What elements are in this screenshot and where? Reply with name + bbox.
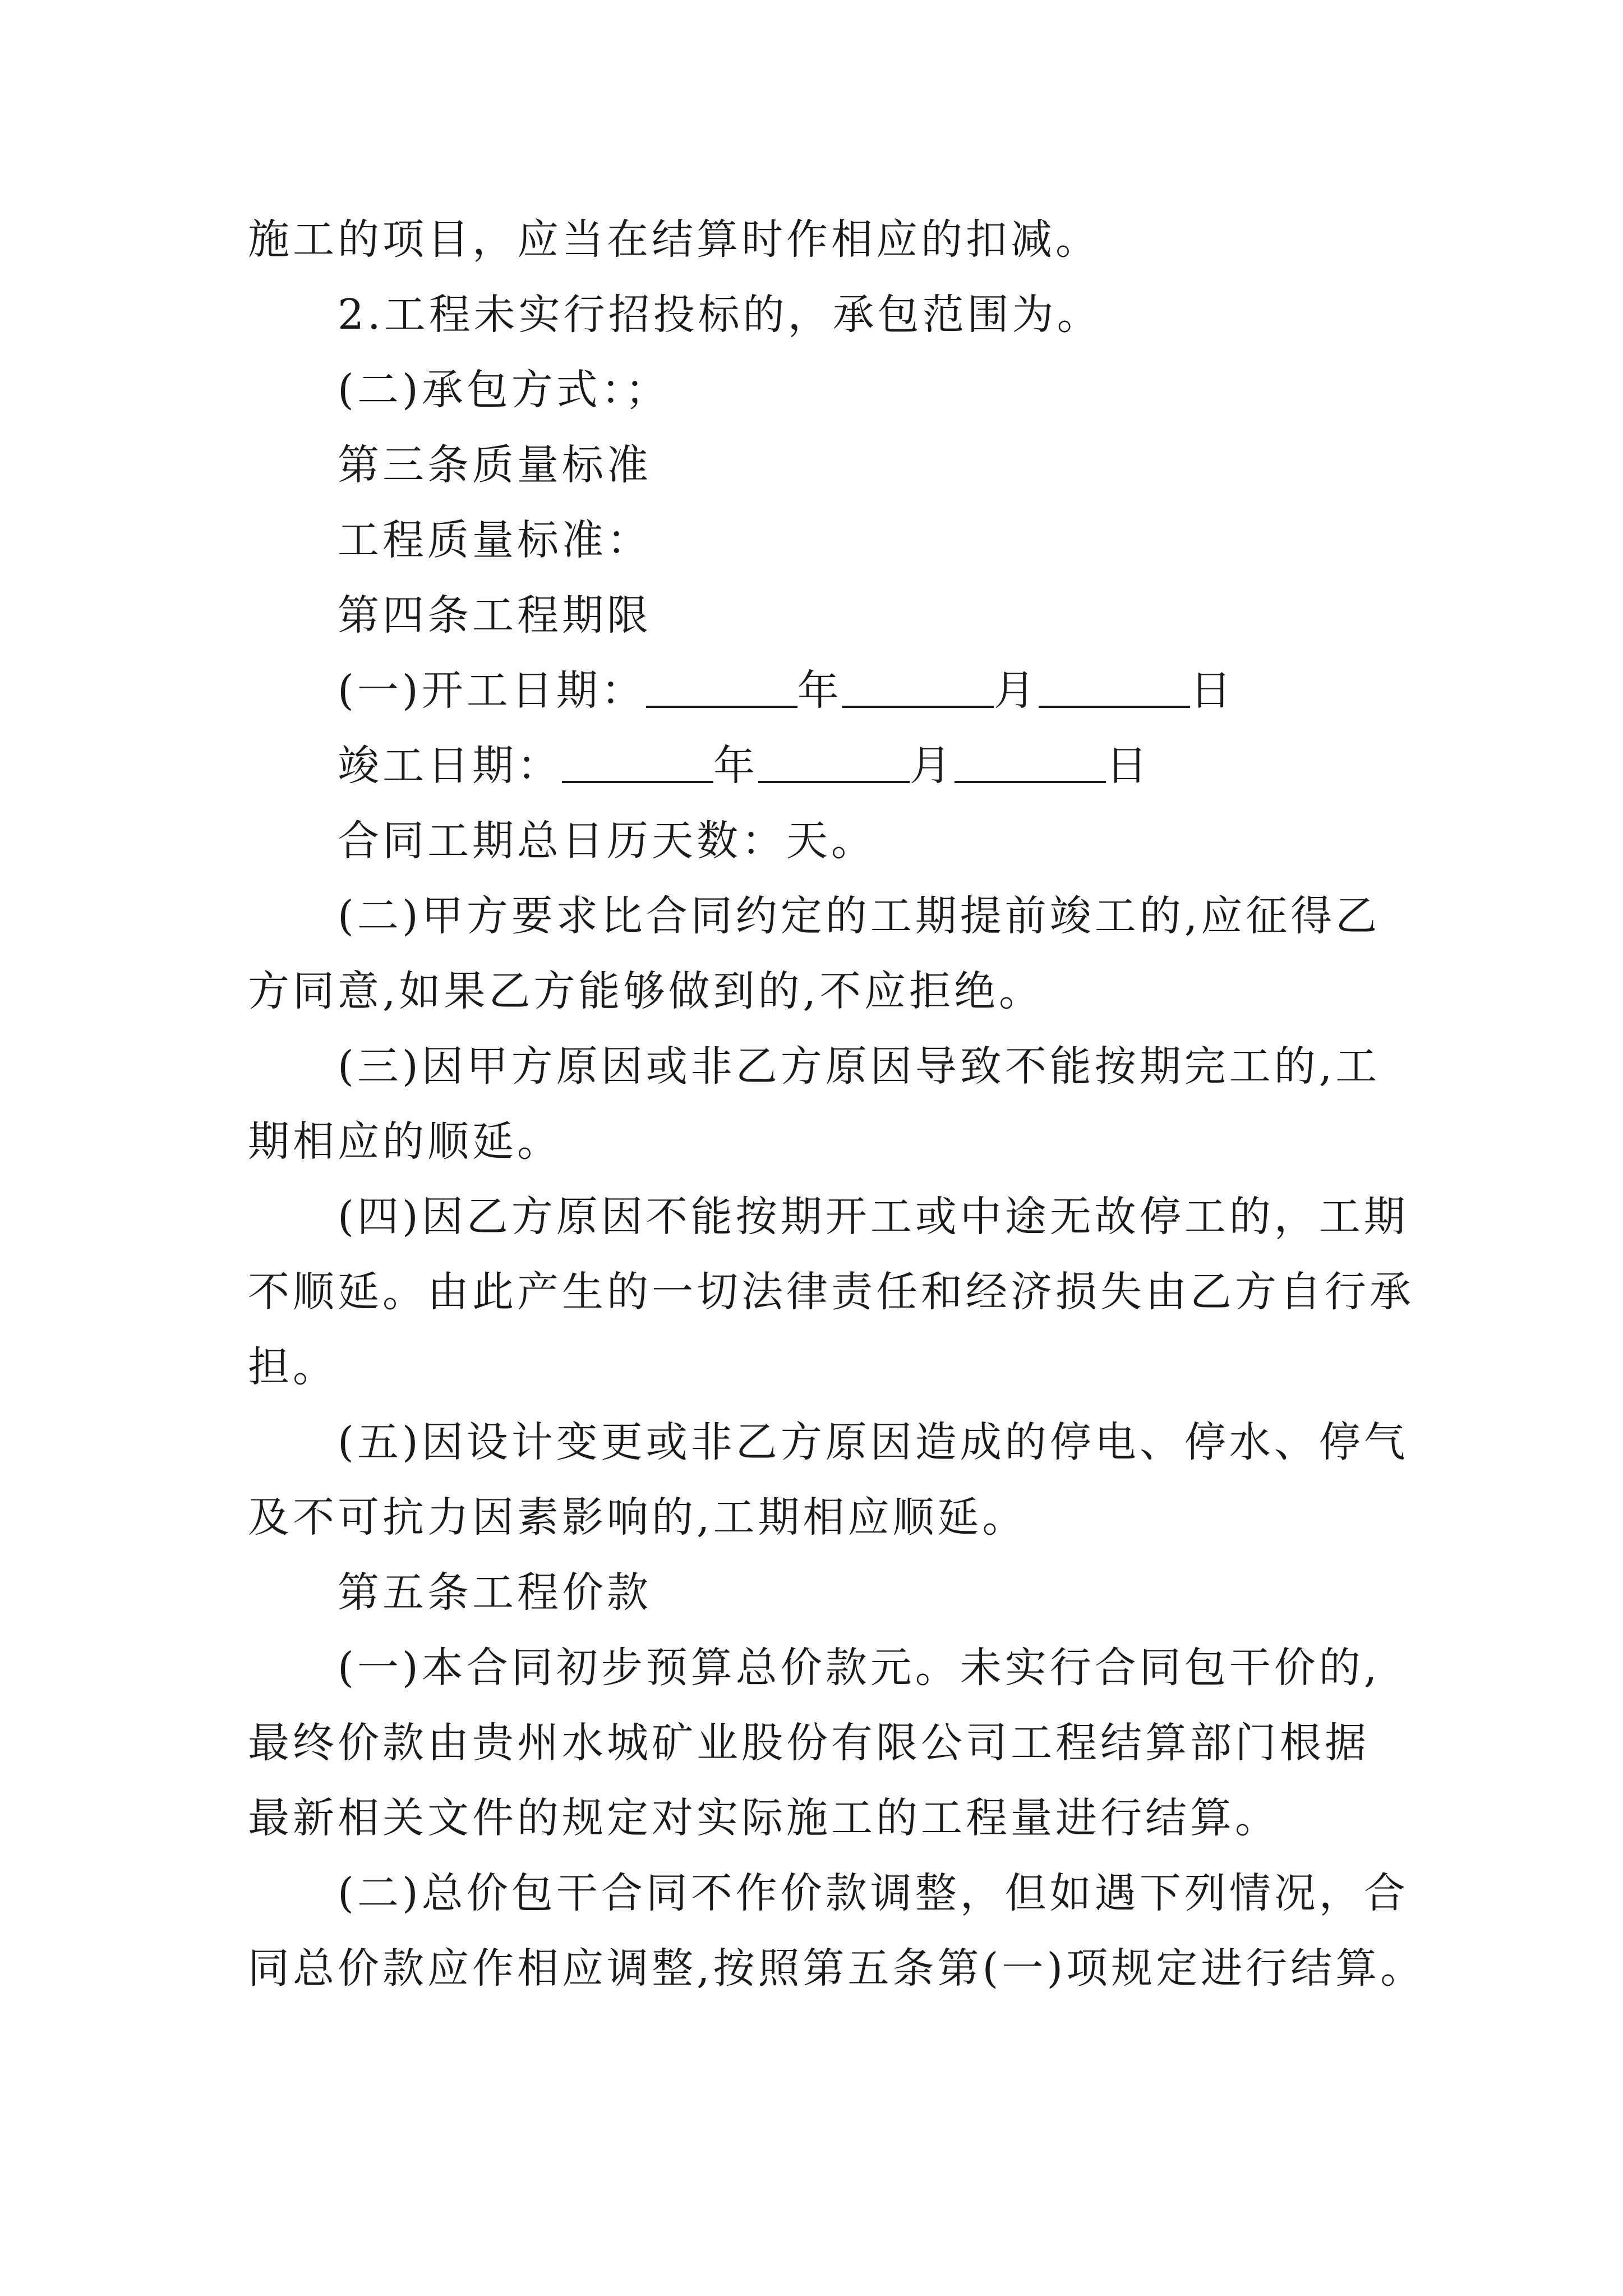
end-date-label: 竣工日期：	[338, 742, 562, 790]
end-day-blank	[955, 737, 1106, 783]
end-day-unit: 日	[1106, 742, 1151, 790]
section-heading: 第五条工程价款	[338, 1568, 652, 1617]
paragraph-line: 最终价款由贵州水城矿业股份有限公司工程结算部门根据	[248, 1719, 1370, 1767]
paragraph-line: 担。	[248, 1343, 338, 1391]
section-heading: 第三条质量标准	[338, 441, 652, 489]
end-year-blank	[562, 737, 713, 783]
paragraph-line: 2.工程未实行招投标的，承包范围为。	[338, 291, 1102, 339]
start-year-unit: 年	[797, 666, 842, 715]
paragraph-line: (一)本合同初步预算总价款元。未实行合同包干价的,	[338, 1644, 1381, 1692]
end-date-line	[248, 728, 1392, 803]
end-month-unit: 月	[910, 742, 955, 790]
paragraph-line: 及不可抗力因素影响的,工期相应顺延。	[248, 1493, 1027, 1542]
paragraph-line: 施工的项目，应当在结算时作相应的扣减。	[248, 215, 1100, 264]
contract-body	[248, 202, 1426, 2006]
paragraph-line: 工程质量标准：	[338, 516, 652, 564]
paragraph-line: 不顺延。由此产生的一切法律责任和经济损失由乙方自行承	[248, 1268, 1414, 1316]
start-month-unit: 月	[993, 666, 1039, 715]
paragraph-line: 最新相关文件的规定对实际施工的工程量进行结算。	[248, 1794, 1280, 1842]
start-date-label: (一)开工日期：	[338, 666, 646, 715]
paragraph-line: (三)因甲方原因或非乙方原因导致不能按期完工的,工	[338, 1042, 1381, 1091]
paragraph-line: (二)承包方式：；	[338, 366, 670, 414]
end-month-blank	[758, 737, 910, 783]
paragraph-line: (二)甲方要求比合同约定的工期提前竣工的,应征得乙	[338, 892, 1381, 940]
start-date-line	[248, 653, 1392, 728]
paragraph-line: (五)因设计变更或非乙方原因造成的停电、停水、停气	[338, 1418, 1409, 1466]
paragraph-line: (四)因乙方原因不能按期开工或中途无故停工的，工期	[338, 1193, 1409, 1241]
section-heading: 第四条工程期限	[338, 591, 652, 639]
paragraph-line: 同总价款应作相应调整,按照第五条第(一)项规定进行结算。	[248, 1944, 1426, 1993]
start-day-unit: 日	[1189, 666, 1235, 715]
paragraph-line: 合同工期总日历天数：天。	[338, 817, 876, 865]
end-year-unit: 年	[713, 742, 758, 790]
paragraph-line: 方同意,如果乙方能够做到的,不应拒绝。	[248, 967, 1044, 1015]
paragraph-line: (二)总价包干合同不作价款调整，但如遇下列情况，合	[338, 1869, 1409, 1917]
start-month-blank	[842, 662, 994, 708]
paragraph-line: 期相应的顺延。	[248, 1117, 562, 1166]
start-year-blank	[646, 662, 797, 708]
start-day-blank	[1039, 662, 1190, 708]
